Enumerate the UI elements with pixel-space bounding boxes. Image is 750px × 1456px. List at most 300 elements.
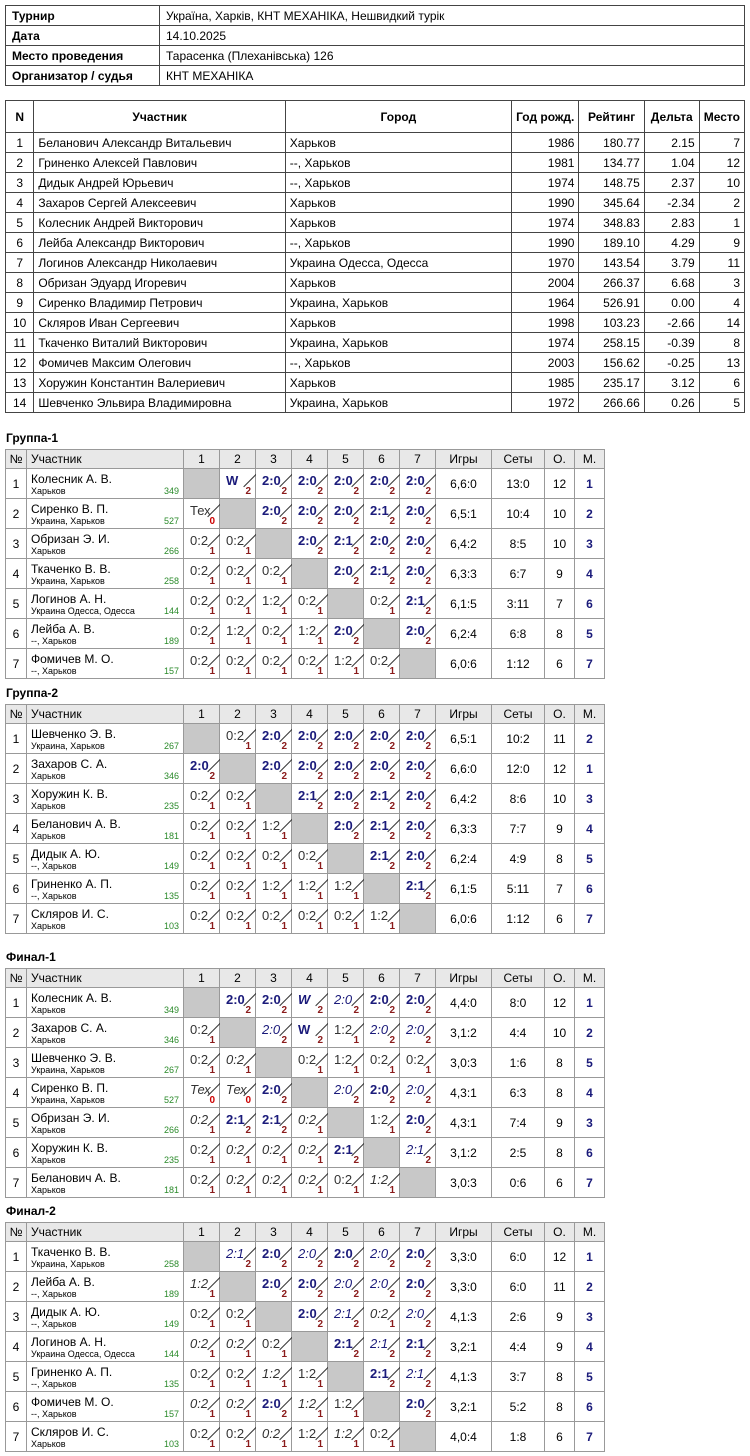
match-points: 2	[425, 861, 431, 872]
match-cell	[256, 724, 292, 754]
match-points: 1	[353, 921, 359, 932]
match-points: 2	[389, 516, 395, 527]
match-score: 2:0	[406, 728, 425, 743]
match-cell	[220, 529, 256, 559]
match-points: 1	[353, 1065, 359, 1076]
participant-row	[6, 373, 745, 393]
match-cell	[400, 529, 436, 559]
match-points: 1	[209, 1065, 215, 1076]
match-score: 0:2	[190, 563, 209, 578]
participant-cell: 235.17	[579, 373, 644, 393]
player-name: Дидык А. Ю.	[31, 847, 101, 861]
match-cell	[328, 784, 364, 814]
match-points: 1	[353, 891, 359, 902]
match-cell	[364, 1392, 400, 1422]
grid-header: М.	[575, 705, 605, 724]
match-score: 0:2	[298, 593, 317, 608]
match-cell	[328, 1048, 364, 1078]
player-city: --, Харьков	[31, 1379, 77, 1389]
participant-cell: Фомичев Максим Олегович	[34, 353, 285, 373]
match-cell	[400, 1108, 436, 1138]
participant-cell: 11	[699, 253, 744, 273]
participant-cell: 1	[699, 213, 744, 233]
grid-header: М.	[575, 1223, 605, 1242]
group-row	[6, 649, 605, 679]
match-cell	[220, 724, 256, 754]
player-cell	[27, 1048, 184, 1078]
match-cell	[292, 1018, 328, 1048]
match-points: 1	[245, 1319, 251, 1330]
match-score: 0:2	[190, 1426, 209, 1441]
player-rating: 181	[163, 1185, 179, 1195]
sets: 3:7	[492, 1362, 545, 1392]
match-cell	[292, 844, 328, 874]
match-points: 1	[245, 1065, 251, 1076]
participants-header: Город	[285, 101, 511, 133]
place: 7	[575, 904, 605, 934]
match-points: 1	[245, 1439, 251, 1450]
player-cell	[27, 1168, 184, 1198]
grid-header: Игры	[436, 450, 492, 469]
games: 6,0:6	[436, 649, 492, 679]
points: 12	[545, 754, 575, 784]
player-rating: 258	[163, 576, 179, 586]
player-rating: 527	[163, 516, 179, 526]
match-cell	[292, 1272, 328, 1302]
match-points: 2	[353, 516, 359, 527]
player-name: Захаров С. А.	[31, 757, 108, 771]
match-points: 1	[245, 741, 251, 752]
participant-cell: 3	[6, 173, 34, 193]
match-points: 1	[281, 606, 287, 617]
grid-header: №	[6, 705, 27, 724]
player-name: Скляров И. С.	[31, 907, 109, 921]
match-score: 0:2	[190, 1396, 209, 1411]
match-points: 1	[317, 666, 323, 677]
row-number: 5	[6, 589, 27, 619]
match-score: 1:2	[298, 1426, 317, 1441]
grid-header: 7	[400, 1223, 436, 1242]
match-cell	[256, 1138, 292, 1168]
games: 4,4:0	[436, 988, 492, 1018]
match-cell	[220, 874, 256, 904]
player-city: Украина, Харьков	[31, 576, 105, 586]
sets: 4:4	[492, 1018, 545, 1048]
participant-cell: -0.25	[644, 353, 699, 373]
match-points: 2	[281, 1035, 287, 1046]
match-cell	[256, 1242, 292, 1272]
match-cell	[328, 1332, 364, 1362]
match-score: 1:2	[334, 878, 353, 893]
match-points: 2	[425, 1125, 431, 1136]
match-score: 2:0	[370, 728, 389, 743]
match-points: 2	[317, 771, 323, 782]
sets: 12:0	[492, 754, 545, 784]
group-row	[6, 784, 605, 814]
group-row	[6, 1332, 605, 1362]
participant-cell: Харьков	[285, 133, 511, 153]
match-cell	[328, 1018, 364, 1048]
match-cell	[184, 784, 220, 814]
player-city: Харьков	[31, 486, 66, 496]
participant-cell: 8	[6, 273, 34, 293]
match-score: 0:2	[190, 848, 209, 863]
group-grid	[5, 449, 605, 679]
player-rating: 258	[163, 1259, 179, 1269]
match-cell	[364, 1362, 400, 1392]
place: 7	[575, 1422, 605, 1452]
match-score: 0:2	[334, 908, 353, 923]
place: 5	[575, 1048, 605, 1078]
participant-cell: 1.04	[644, 153, 699, 173]
match-cell	[400, 619, 436, 649]
match-cell	[184, 1078, 220, 1108]
sets: 2:5	[492, 1138, 545, 1168]
match-points: 2	[425, 1155, 431, 1166]
match-cell	[220, 1272, 256, 1302]
group-row	[6, 559, 605, 589]
points: 8	[545, 844, 575, 874]
match-score: 2:0	[406, 533, 425, 548]
match-cell	[256, 1048, 292, 1078]
participant-cell: 1981	[511, 153, 579, 173]
match-cell	[292, 559, 328, 589]
match-cell	[256, 1302, 292, 1332]
info-value: 14.10.2025	[160, 26, 745, 46]
match-points: 1	[317, 861, 323, 872]
match-cell	[292, 469, 328, 499]
player-cell	[27, 559, 184, 589]
match-cell	[364, 1138, 400, 1168]
player-name: Обризан Э. И.	[31, 532, 110, 546]
match-score: 0:2	[226, 788, 245, 803]
match-score: 2:0	[298, 533, 317, 548]
participant-cell: 2	[699, 193, 744, 213]
player-rating: 266	[163, 546, 179, 556]
match-score: 2:1	[370, 1336, 389, 1351]
grid-header: 1	[184, 1223, 220, 1242]
match-score: 2:0	[262, 473, 281, 488]
participant-cell: 12	[6, 353, 34, 373]
match-score: 2:0	[406, 992, 425, 1007]
player-rating: 346	[163, 771, 179, 781]
group-row	[6, 469, 605, 499]
match-points: 2	[317, 516, 323, 527]
row-number: 5	[6, 1108, 27, 1138]
match-score: 2:1	[262, 1112, 281, 1127]
player-name: Сиренко В. П.	[31, 502, 109, 516]
participant-cell: 7	[699, 133, 744, 153]
match-cell	[292, 754, 328, 784]
match-cell	[328, 1138, 364, 1168]
match-score: 1:2	[334, 1396, 353, 1411]
match-points: 1	[389, 1439, 395, 1450]
place: 3	[575, 1302, 605, 1332]
match-points: 2	[353, 1349, 359, 1360]
match-cell	[184, 1048, 220, 1078]
match-score: 0:2	[190, 878, 209, 893]
grid-header: 4	[292, 1223, 328, 1242]
participant-row	[6, 333, 745, 353]
sets: 6:3	[492, 1078, 545, 1108]
match-score: 1:2	[298, 1366, 317, 1381]
match-score: 0:2	[190, 788, 209, 803]
match-points: 2	[281, 486, 287, 497]
participant-cell: 148.75	[579, 173, 644, 193]
grid-header: Игры	[436, 1223, 492, 1242]
match-score: 2:1	[370, 503, 389, 518]
match-score: 2:1	[298, 788, 317, 803]
match-cell	[292, 619, 328, 649]
place: 4	[575, 559, 605, 589]
match-points: 1	[209, 1125, 215, 1136]
group-row	[6, 529, 605, 559]
points: 8	[545, 1078, 575, 1108]
info-row	[6, 66, 745, 86]
points: 9	[545, 1332, 575, 1362]
match-points: 1	[317, 921, 323, 932]
grid-header: 5	[328, 705, 364, 724]
participant-cell: Захаров Сергей Алексеевич	[34, 193, 285, 213]
participant-cell: --, Харьков	[285, 173, 511, 193]
match-score: 0:2	[370, 1306, 389, 1321]
match-points: 1	[353, 666, 359, 677]
match-score: 1:2	[334, 1426, 353, 1441]
info-label: Место проведения	[6, 46, 160, 66]
match-cell	[364, 1168, 400, 1198]
match-cell	[256, 619, 292, 649]
group-title: Группа-1	[6, 431, 59, 445]
row-number: 3	[6, 1302, 27, 1332]
place: 1	[575, 469, 605, 499]
group-title: Финал-2	[6, 1204, 56, 1218]
place: 5	[575, 619, 605, 649]
sets: 13:0	[492, 469, 545, 499]
player-cell	[27, 1362, 184, 1392]
match-cell	[328, 1272, 364, 1302]
group-row	[6, 1422, 605, 1452]
match-points: 1	[353, 1409, 359, 1420]
player-cell	[27, 724, 184, 754]
participant-row	[6, 133, 745, 153]
points: 8	[545, 1138, 575, 1168]
match-points: 2	[389, 771, 395, 782]
grid-header: 2	[220, 1223, 256, 1242]
match-score: 2:0	[370, 533, 389, 548]
player-name: Дидык А. Ю.	[31, 1305, 101, 1319]
match-cell	[364, 1422, 400, 1452]
match-score: 2:0	[334, 503, 353, 518]
points: 9	[545, 559, 575, 589]
grid-header: Сеты	[492, 969, 545, 988]
participant-cell: 189.10	[579, 233, 644, 253]
grid-header: 1	[184, 705, 220, 724]
group-row	[6, 1362, 605, 1392]
player-name: Колесник А. В.	[31, 991, 112, 1005]
group-title: Финал-1	[6, 950, 56, 964]
player-name: Лейба А. В.	[31, 1275, 95, 1289]
match-score: 0:2	[370, 653, 389, 668]
match-points: 1	[281, 891, 287, 902]
games: 6,2:4	[436, 844, 492, 874]
participant-cell: Харьков	[285, 313, 511, 333]
match-cell	[364, 1332, 400, 1362]
points: 7	[545, 589, 575, 619]
sets: 3:11	[492, 589, 545, 619]
participant-cell: 6	[6, 233, 34, 253]
place: 2	[575, 724, 605, 754]
participant-cell: Хоружин Константин Валериевич	[34, 373, 285, 393]
match-points: 2	[245, 486, 251, 497]
match-cell	[292, 1332, 328, 1362]
match-cell	[328, 1108, 364, 1138]
match-cell	[256, 904, 292, 934]
match-score: 2:0	[406, 1082, 425, 1097]
match-cell	[364, 619, 400, 649]
participant-cell: 9	[6, 293, 34, 313]
points: 11	[545, 1272, 575, 1302]
match-cell	[292, 1168, 328, 1198]
match-points: 2	[425, 1035, 431, 1046]
match-score: 0:2	[190, 533, 209, 548]
match-points: 1	[245, 891, 251, 902]
player-cell	[27, 1302, 184, 1332]
participant-cell: 11	[6, 333, 34, 353]
match-cell	[220, 814, 256, 844]
match-cell	[256, 1332, 292, 1362]
match-score: 0:2	[262, 623, 281, 638]
match-cell	[364, 1018, 400, 1048]
player-city: Украина, Харьков	[31, 1095, 105, 1105]
match-cell	[220, 844, 256, 874]
match-cell	[256, 1078, 292, 1108]
player-city: Харьков	[31, 1185, 66, 1195]
grid-header: 2	[220, 450, 256, 469]
group-row	[6, 874, 605, 904]
match-points: 2	[425, 1095, 431, 1106]
group-row	[6, 499, 605, 529]
match-points: 2	[317, 486, 323, 497]
match-points: 2	[389, 1095, 395, 1106]
participant-cell: 0.00	[644, 293, 699, 313]
player-rating: 346	[163, 1035, 179, 1045]
match-cell	[220, 499, 256, 529]
match-points: 1	[317, 1409, 323, 1420]
points: 12	[545, 469, 575, 499]
match-score: 0:2	[226, 653, 245, 668]
match-cell	[184, 874, 220, 904]
match-cell	[292, 874, 328, 904]
match-score: 0:2	[190, 1052, 209, 1067]
match-cell	[364, 988, 400, 1018]
match-cell	[220, 904, 256, 934]
match-points: 2	[281, 1259, 287, 1270]
participant-cell: 1990	[511, 193, 579, 213]
match-score: 2:0	[262, 1022, 281, 1037]
participant-cell: Украина Одесса, Одесса	[285, 253, 511, 273]
match-points: 2	[353, 636, 359, 647]
participant-cell: 266.66	[579, 393, 644, 413]
grid-header: 6	[364, 1223, 400, 1242]
player-rating: 135	[163, 1379, 179, 1389]
participant-cell: 1998	[511, 313, 579, 333]
match-cell	[364, 1302, 400, 1332]
player-cell	[27, 904, 184, 934]
player-city: Харьков	[31, 1155, 66, 1165]
match-points: 1	[209, 636, 215, 647]
row-number: 4	[6, 559, 27, 589]
match-cell	[328, 619, 364, 649]
player-cell	[27, 589, 184, 619]
match-points: 2	[209, 771, 215, 782]
match-points: 1	[245, 921, 251, 932]
group-row	[6, 1272, 605, 1302]
participant-row	[6, 393, 745, 413]
row-number: 3	[6, 784, 27, 814]
row-number: 2	[6, 1272, 27, 1302]
match-cell	[364, 1242, 400, 1272]
match-score: 2:0	[298, 1246, 317, 1261]
player-city: --, Харьков	[31, 666, 77, 676]
row-number: 4	[6, 1332, 27, 1362]
match-points: 1	[209, 606, 215, 617]
match-cell	[220, 1362, 256, 1392]
grid-header: 2	[220, 705, 256, 724]
match-score: W	[226, 473, 239, 488]
match-points: 2	[353, 771, 359, 782]
match-cell	[256, 499, 292, 529]
sets: 1:12	[492, 649, 545, 679]
grid-header: Участник	[27, 705, 184, 724]
match-cell	[328, 1422, 364, 1452]
match-cell	[364, 499, 400, 529]
match-points: 1	[209, 1185, 215, 1196]
match-cell	[292, 1048, 328, 1078]
match-cell	[328, 1362, 364, 1392]
match-score: W	[298, 1022, 311, 1037]
match-points: 2	[425, 831, 431, 842]
match-score: 0:2	[226, 1396, 245, 1411]
match-score: 2:0	[334, 1246, 353, 1261]
player-cell	[27, 1242, 184, 1272]
grid-header: О.	[545, 450, 575, 469]
match-points: 1	[317, 1185, 323, 1196]
match-cell	[292, 988, 328, 1018]
match-score: 2:0	[334, 728, 353, 743]
participant-cell: 2.37	[644, 173, 699, 193]
player-rating: 149	[163, 861, 179, 871]
player-cell	[27, 529, 184, 559]
player-city: Харьков	[31, 546, 66, 556]
participant-cell: 3.79	[644, 253, 699, 273]
group-row	[6, 619, 605, 649]
points: 6	[545, 1422, 575, 1452]
participant-row	[6, 353, 745, 373]
match-score: 0:2	[262, 563, 281, 578]
match-score: 2:0	[370, 1082, 389, 1097]
match-cell	[220, 1168, 256, 1198]
player-rating: 144	[163, 1349, 179, 1359]
match-cell	[220, 1302, 256, 1332]
match-cell	[400, 1302, 436, 1332]
player-cell	[27, 469, 184, 499]
row-number: 6	[6, 874, 27, 904]
match-score: 0:2	[262, 653, 281, 668]
match-points: 1	[281, 636, 287, 647]
match-cell	[400, 1362, 436, 1392]
sets: 7:4	[492, 1108, 545, 1138]
player-cell	[27, 1078, 184, 1108]
